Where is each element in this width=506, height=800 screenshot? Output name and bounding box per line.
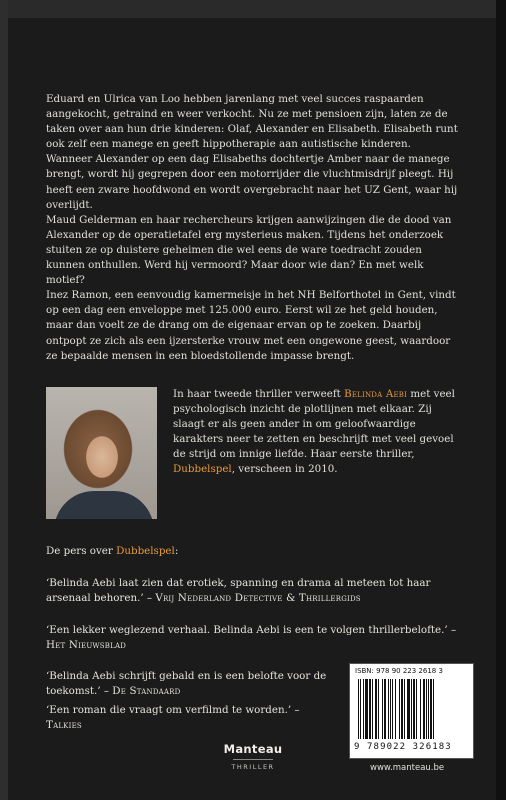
barcode-bar [413,679,415,739]
press-heading-post: : [174,545,179,557]
barcode-bar [363,679,364,739]
author-bio-post: , verscheen in 2010. [231,463,338,476]
first-book-title: Dubbelspel [173,463,232,476]
publisher-imprint: THRILLER [231,763,275,771]
barcode-bar [407,679,410,739]
press-heading [46,544,178,559]
quote-text: ‘Belinda Aebi laat zien dat erotiek, spanning en drama al meteen tot haar arsenaal behoren.’ – [46,577,431,605]
barcode-bar [369,679,371,739]
author-photo-shoulders [54,491,154,519]
barcode-box [349,663,474,759]
synopsis-paragraph: Maud Gelderman en haar rechercheurs krijgen aanwijzingen die de dood van Alexander op de operatietafel erg mysterieus maken. Tijdens het onderzoek stuiten ze op duistere geheimen die wel eens de ware toedracht zouden kunnen onthullen. Werd hij vermoord? Maar door wie dan? En met welk motief? [46,213,452,287]
barcode-bar [392,679,393,739]
quote-text: ‘Een roman die vraagt om verfilmd te worden.’ – [46,704,300,716]
press-quote [46,576,464,606]
barcode-bar [416,679,417,739]
press-heading-pre: De pers over [46,545,117,557]
publisher-website: www.manteau.be [370,763,445,773]
press-quote [46,623,464,653]
author-name: Belinda Aebi [344,388,408,400]
barcode-bar [404,679,405,739]
press-quote [46,669,336,699]
barcode-bar [401,679,403,739]
quote-source: Het Nieuwsblad [46,639,127,652]
barcode-bar [382,679,383,739]
author-bio-text [173,387,465,478]
isbn-label: ISBN: 978 90 223 2618 3 [355,667,443,675]
barcode-bar [423,679,425,739]
synopsis-paragraph: Inez Ramon, een eenvoudig kamermeisje in het NH Belforthotel in Gent, vindt op een dag een enveloppe met 125.000 euro. Eerst wil ze het geld houden, maar dan voelt ze de drang om de eigenaar ervan op te zoeken. Daarbij ontpopt ze zich als een ijzersterke vrouw met een ongewone geest, waardoor ze bepaalde mensen in een bloedstollende impasse brengt. [46,289,456,362]
synopsis-paragraph: Eduard en Ulrica van Loo hebben jarenlang met veel succes raspaarden aangekocht, getraind en weer verkocht. Nu ze met pensioen zijn, laten ze de taken over aan hun drie kinderen: Olaf, Alexander en Elisabeth. Elisabeth runt ook zelf een manege en geeft hippotherapie aan autistische kinderen. [46,93,458,151]
barcode-bar [375,679,377,739]
barcode-bar [433,679,434,739]
barcode-bar [420,679,421,739]
quote-source: Talkies [46,719,82,732]
publisher-name: Manteau [223,742,283,756]
barcode-bar [426,679,427,739]
barcode-bar [378,679,379,739]
quote-text: ‘Een lekker weglezend verhaal. Belinda Aebi is een te volgen thrillerbelofte.’ – [46,624,457,636]
quote-source: De Standaard [112,685,181,698]
barcode-bar [372,679,373,739]
barcode-bar [358,679,359,739]
barcode-bar [430,679,432,739]
barcode-bar [399,679,400,739]
author-photo [46,387,157,519]
barcode-digits: 9 789022 326183 [354,742,452,752]
barcode-bar [360,679,361,739]
publisher-divider [233,759,273,760]
quote-text: ‘Belinda Aebi schrijft gebald en is een belofte voor de toekomst.’ – [46,670,327,698]
press-heading-book: Dubbelspel [116,545,175,557]
press-quote [46,703,336,733]
barcode-bar [411,679,412,739]
quote-source: Vrij Nederland Detective & Thrillergids [155,592,361,605]
publisher-logo [203,742,303,771]
barcode-bar [390,679,391,739]
barcode-bar [395,679,396,739]
synopsis-paragraph: Wanneer Alexander op een dag Elisabeths dochtertje Amber naar de manege brengt, wordt hij gegrepen door een motorrijder die vluchtmisdrijf pleegt. Hij heeft een zware hoofdwond en wordt overgebracht naar het UZ Gent, waar hij overlijdt. [46,153,458,211]
author-bio [173,387,465,478]
spine-edge [0,0,8,800]
barcode-bar [428,679,429,739]
author-bio-pre: In haar tweede thriller verweeft [173,388,345,400]
barcode-icon [356,679,467,741]
author-block [46,387,464,519]
synopsis [46,92,464,364]
barcode-bar [365,679,368,739]
barcode-bar [388,679,389,739]
author-bio-mid: met veel psychologisch inzicht de plotlijnen met elkaar. Zij slaagt er als geen ander in om geloofwaardige karakters neer te zetten en beschrijft met veel gevoel de strijd om innige liefde. Haar eerste thriller, [173,388,455,461]
barcode-bar [384,679,386,739]
